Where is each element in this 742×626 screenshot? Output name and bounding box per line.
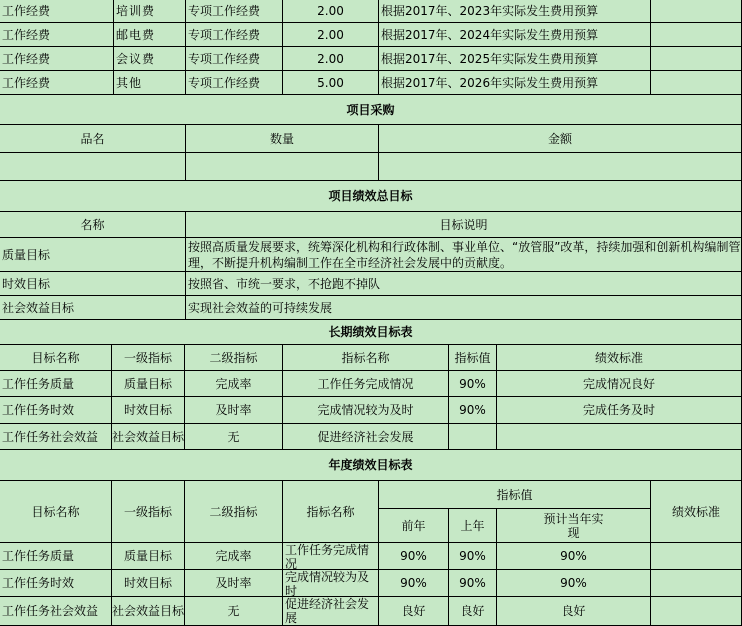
lt-level2[interactable]: 无	[185, 424, 283, 450]
cell-empty[interactable]	[186, 153, 379, 181]
lt-standard[interactable]	[497, 424, 742, 450]
cell-amount[interactable]: 2.00	[283, 23, 379, 47]
lt-level1[interactable]: 质量目标	[112, 371, 185, 397]
an-indicator-name[interactable]: 完成情况较为及时	[283, 570, 379, 597]
an-last-year[interactable]: 良好	[449, 597, 497, 626]
an-prev-year[interactable]: 良好	[379, 597, 449, 626]
header-name[interactable]: 名称	[0, 212, 186, 238]
lt-standard[interactable]: 完成任务及时	[497, 397, 742, 424]
an-standard[interactable]	[651, 570, 742, 597]
cell-category[interactable]: 工作经费	[0, 47, 114, 71]
an-target-name[interactable]: 工作任务时效	[0, 570, 112, 597]
cell-item[interactable]: 邮电费	[114, 23, 186, 47]
cell-empty[interactable]	[651, 47, 742, 71]
goal-name[interactable]: 时效目标	[0, 272, 186, 296]
an-standard[interactable]	[651, 597, 742, 626]
an-indicator-name[interactable]: 工作任务完成情况	[283, 543, 379, 570]
lt-level1[interactable]: 社会效益目标	[112, 424, 185, 450]
header-indicator-value[interactable]: 指标值	[379, 481, 651, 509]
header-target-name[interactable]: 目标名称	[0, 481, 112, 543]
cell-item[interactable]: 培训费	[114, 0, 186, 23]
goal-desc[interactable]: 实现社会效益的可持续发展	[186, 296, 742, 320]
cell-empty[interactable]	[651, 0, 742, 23]
cell-type[interactable]: 专项工作经费	[186, 0, 283, 23]
cell-amount[interactable]: 5.00	[283, 71, 379, 95]
cell-type[interactable]: 专项工作经费	[186, 71, 283, 95]
header-performance-standard[interactable]: 绩效标准	[651, 481, 742, 543]
cell-type[interactable]: 专项工作经费	[186, 23, 283, 47]
cell-basis[interactable]: 根据2017年、2026年实际发生费用预算	[379, 71, 651, 95]
goal-name[interactable]: 质量目标	[0, 238, 186, 272]
cell-category[interactable]: 工作经费	[0, 0, 114, 23]
lt-indicator-name[interactable]: 促进经济社会发展	[283, 424, 449, 450]
lt-indicator-name[interactable]: 完成情况较为及时	[283, 397, 449, 424]
an-level2[interactable]: 及时率	[185, 570, 283, 597]
an-this-year[interactable]: 良好	[497, 597, 651, 626]
header-indicator-name[interactable]: 指标名称	[283, 481, 379, 543]
lt-level1[interactable]: 时效目标	[112, 397, 185, 424]
goal-desc[interactable]: 按照省、市统一要求，不抢跑不掉队	[186, 272, 742, 296]
lt-level2[interactable]: 及时率	[185, 397, 283, 424]
lt-indicator-value[interactable]	[449, 424, 497, 450]
an-this-year[interactable]: 90%	[497, 570, 651, 597]
cell-item[interactable]: 其他	[114, 71, 186, 95]
header-level1[interactable]: 一级指标	[112, 481, 185, 543]
header-target-name[interactable]: 目标名称	[0, 345, 112, 371]
goal-desc[interactable]: 按照高质量发展要求，统筹深化机构和行政体制、事业单位、“放管服”改革，持续加强和创新机构编制管理，不断提升机构编制工作在全市经济社会发展中的贡献度。	[188, 240, 741, 270]
an-prev-year[interactable]: 90%	[379, 570, 449, 597]
subheader-last-year[interactable]: 上年	[449, 509, 497, 543]
cell-empty[interactable]	[379, 153, 742, 181]
section-title-overall-goals[interactable]: 项目绩效总目标	[0, 181, 742, 212]
section-title-procurement[interactable]: 项目采购	[0, 95, 742, 125]
cell-empty[interactable]	[651, 23, 742, 47]
subheader-this-year[interactable]: 预计当年实现	[497, 509, 651, 543]
header-quantity[interactable]: 数量	[186, 125, 379, 153]
section-title-annual[interactable]: 年度绩效目标表	[0, 450, 742, 481]
an-level1[interactable]: 时效目标	[112, 570, 185, 597]
cell-empty[interactable]	[0, 153, 186, 181]
section-title-long-term[interactable]: 长期绩效目标表	[0, 320, 742, 345]
an-prev-year[interactable]: 90%	[379, 543, 449, 570]
subheader-prev-year[interactable]: 前年	[379, 509, 449, 543]
an-standard[interactable]	[651, 543, 742, 570]
an-target-name[interactable]: 工作任务质量	[0, 543, 112, 570]
cell-category[interactable]: 工作经费	[0, 23, 114, 47]
an-level1[interactable]: 质量目标	[112, 543, 185, 570]
an-target-name[interactable]: 工作任务社会效益	[0, 597, 112, 626]
lt-target-name[interactable]: 工作任务时效	[0, 397, 112, 424]
header-level1[interactable]: 一级指标	[112, 345, 185, 371]
header-level2[interactable]: 二级指标	[185, 481, 283, 543]
cell-basis[interactable]: 根据2017年、2024年实际发生费用预算	[379, 23, 651, 47]
cell-basis[interactable]: 根据2017年、2023年实际发生费用预算	[379, 0, 651, 23]
cell-category[interactable]: 工作经费	[0, 71, 114, 95]
header-performance-standard[interactable]: 绩效标准	[497, 345, 742, 371]
lt-indicator-value[interactable]: 90%	[449, 397, 497, 424]
header-goal-desc[interactable]: 目标说明	[186, 212, 742, 238]
an-last-year[interactable]: 90%	[449, 543, 497, 570]
header-amount[interactable]: 金额	[379, 125, 742, 153]
an-last-year[interactable]: 90%	[449, 570, 497, 597]
an-indicator-name[interactable]: 促进经济社会发展	[283, 597, 379, 626]
an-level2[interactable]: 无	[185, 597, 283, 626]
cell-amount[interactable]: 2.00	[283, 0, 379, 23]
cell-amount[interactable]: 2.00	[283, 47, 379, 71]
cell-type[interactable]: 专项工作经费	[186, 47, 283, 71]
header-level2[interactable]: 二级指标	[185, 345, 283, 371]
header-product-name[interactable]: 品名	[0, 125, 186, 153]
cell-basis[interactable]: 根据2017年、2025年实际发生费用预算	[379, 47, 651, 71]
lt-standard[interactable]: 完成情况良好	[497, 371, 742, 397]
cell-empty[interactable]	[651, 71, 742, 95]
goal-name[interactable]: 社会效益目标	[0, 296, 186, 320]
header-indicator-value[interactable]: 指标值	[449, 345, 497, 371]
an-level1[interactable]: 社会效益目标	[112, 597, 185, 626]
lt-indicator-value[interactable]: 90%	[449, 371, 497, 397]
an-this-year[interactable]: 90%	[497, 543, 651, 570]
an-level2[interactable]: 完成率	[185, 543, 283, 570]
lt-target-name[interactable]: 工作任务社会效益	[0, 424, 112, 450]
lt-indicator-name[interactable]: 工作任务完成情况	[283, 371, 449, 397]
lt-level2[interactable]: 完成率	[185, 371, 283, 397]
header-indicator-name[interactable]: 指标名称	[283, 345, 449, 371]
cell-item[interactable]: 会议费	[114, 47, 186, 71]
lt-target-name[interactable]: 工作任务质量	[0, 371, 112, 397]
